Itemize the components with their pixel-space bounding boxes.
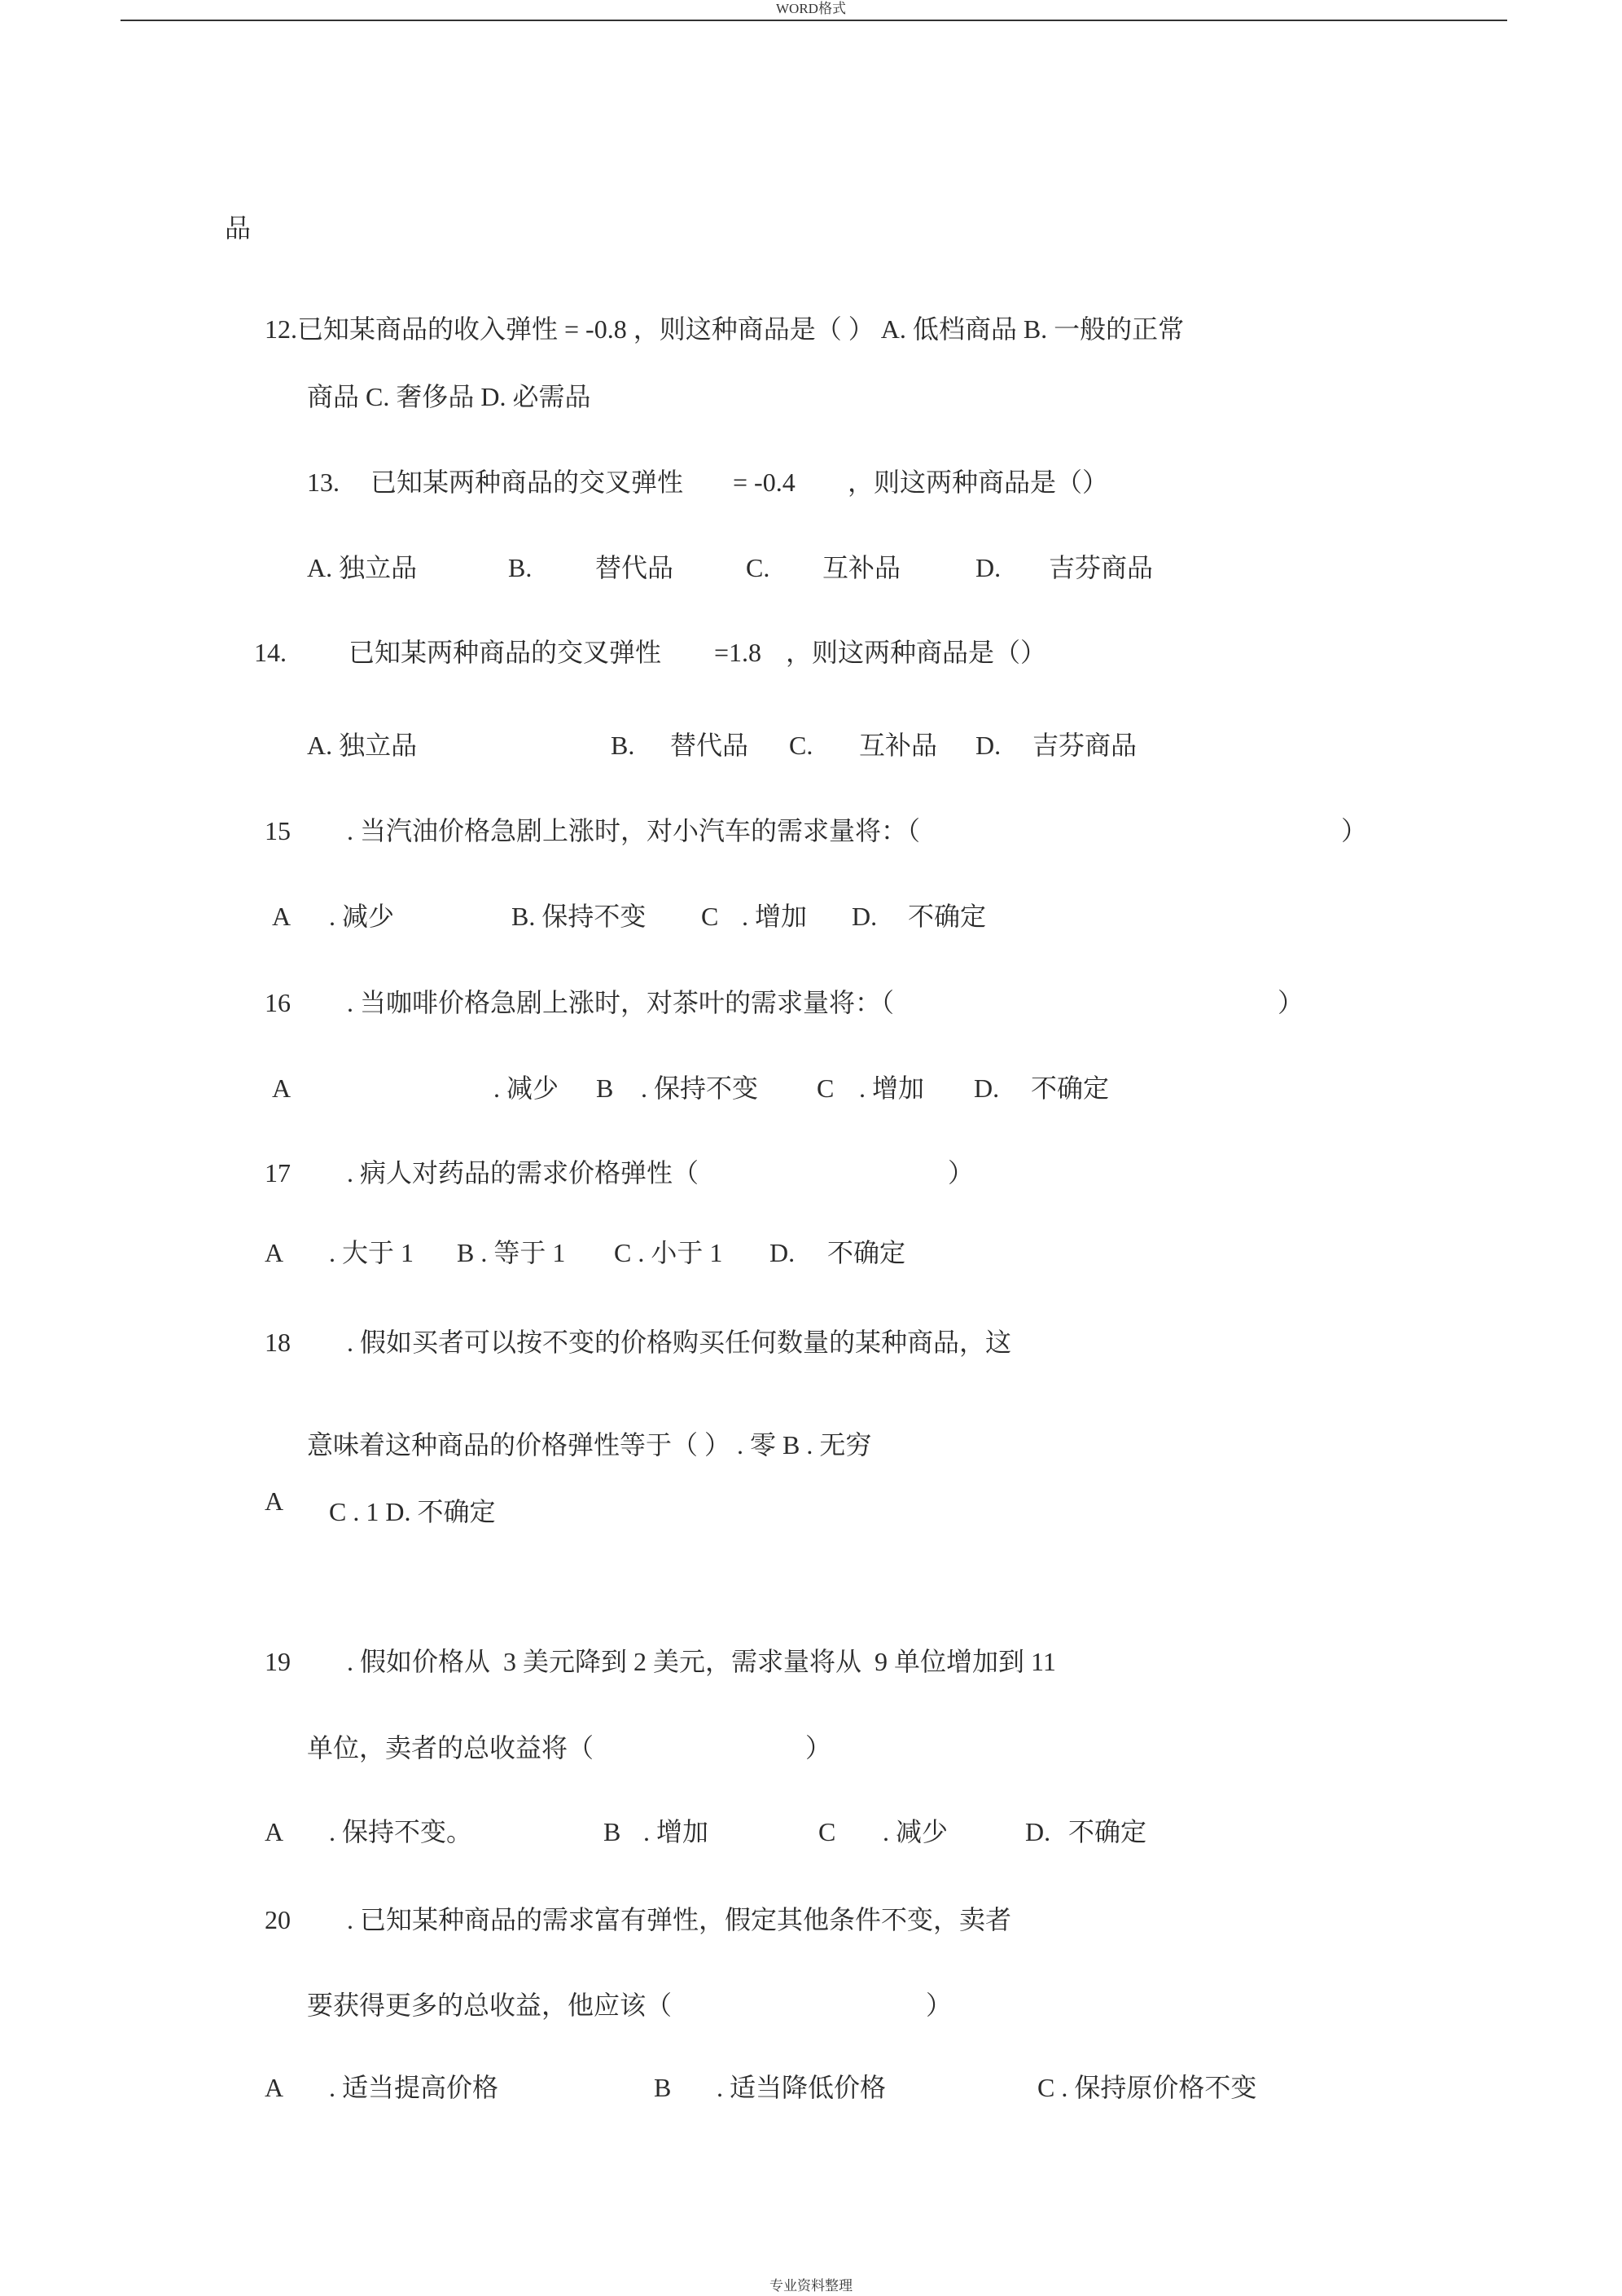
- question-14-option-c-text: 互补品: [859, 731, 938, 760]
- question-20-option-c: C . 保持原价格不变: [1037, 2073, 1257, 2102]
- question-13-option-d-letter: D.: [975, 553, 1002, 582]
- page-footer: 专业资料整理: [769, 2278, 853, 2294]
- question-19-option-d-text: 不确定: [1068, 1817, 1147, 1846]
- question-16-option-b-letter: B: [596, 1073, 614, 1103]
- question-19-option-c-text: . 减少: [883, 1817, 949, 1846]
- question-13-option-a: A. 独立品: [307, 553, 418, 582]
- question-20-closing-paren: ）: [926, 1991, 953, 2020]
- question-14-number: 14.: [254, 638, 287, 667]
- question-18-stem: . 假如买者可以按不变的价格购买任何数量的某种商品，这: [347, 1328, 1012, 1357]
- question-16-option-d-letter: D.: [974, 1073, 1000, 1103]
- carryover-text: 品: [225, 213, 252, 243]
- question-14-tail: ，则这两种商品是（）: [786, 638, 1047, 667]
- question-12-line-2: 商品 C. 奢侈品 D. 必需品: [307, 382, 591, 411]
- question-17-option-a-letter: A: [265, 1238, 284, 1267]
- question-16-option-d-text: 不确定: [1031, 1073, 1110, 1103]
- question-14-option-d-letter: D.: [975, 731, 1002, 760]
- question-14-option-a: A. 独立品: [307, 731, 418, 760]
- question-19-option-a-letter: A: [265, 1817, 284, 1846]
- question-13-option-c-text: 互补品: [822, 553, 901, 582]
- question-14-option-c-letter: C.: [789, 731, 813, 760]
- header-rule: [121, 20, 1507, 21]
- question-15-number: 15: [265, 816, 291, 845]
- question-17-option-d-letter: D.: [769, 1238, 796, 1267]
- question-20-number: 20: [265, 1905, 291, 1934]
- question-13-value: = -0.4: [733, 468, 796, 497]
- question-19-line-2: 单位，卖者的总收益将（: [307, 1733, 594, 1763]
- question-13-option-b-letter: B.: [508, 553, 533, 582]
- question-17-closing-paren: ）: [948, 1158, 975, 1188]
- question-16-closing-paren: ）: [1278, 988, 1304, 1017]
- question-20-stem: . 已知某种商品的需求富有弹性，假定其他条件不变，卖者: [347, 1905, 1012, 1934]
- question-16-option-c-letter: C: [817, 1073, 835, 1103]
- question-15-option-c-text: . 增加: [742, 902, 808, 931]
- question-14-option-d-text: 吉芬商品: [1032, 731, 1138, 760]
- question-13-stem: 已知某两种商品的交叉弹性: [370, 468, 684, 497]
- question-15-option-d-text: 不确定: [908, 902, 987, 931]
- question-17-option-d-text: 不确定: [827, 1238, 906, 1267]
- question-14-value: =1.8: [714, 638, 762, 667]
- question-18-option-a-letter: A: [265, 1486, 284, 1516]
- question-17-number: 17: [265, 1158, 291, 1188]
- question-15-stem: . 当汽油价格急剧上涨时，对小汽车的需求量将：（: [347, 816, 921, 845]
- question-12-line-1: 12.已知某商品的收入弹性 = -0.8 ，则这种商品是（ ） A. 低档商品 B. 一般的正常: [265, 314, 1185, 344]
- question-17-stem: . 病人对药品的需求价格弹性（: [347, 1158, 699, 1188]
- question-16-stem: . 当咖啡价格急剧上涨时，对茶叶的需求量将：（: [347, 988, 895, 1017]
- question-20-option-b-text: . 适当降低价格: [717, 2073, 887, 2102]
- question-20-option-a-text: . 适当提高价格: [329, 2073, 499, 2102]
- question-13-option-d-text: 吉芬商品: [1049, 553, 1154, 582]
- question-19-stem: . 假如价格从 3 美元降到 2 美元，需求量将从 9 单位增加到 11: [347, 1647, 1056, 1676]
- question-15-option-c-letter: C: [701, 902, 719, 931]
- question-16-option-b-text: . 保持不变: [641, 1073, 759, 1103]
- question-14-stem: 已知某两种商品的交叉弹性: [349, 638, 662, 667]
- question-14-option-b-text: 替代品: [670, 731, 749, 760]
- question-19-option-d-letter: D.: [1025, 1817, 1051, 1846]
- question-18-number: 18: [265, 1328, 291, 1357]
- question-13-number: 13.: [307, 468, 340, 497]
- question-17-option-a-text: . 大于 1: [329, 1238, 414, 1267]
- question-18-line-3: C . 1 D. 不确定: [329, 1497, 496, 1526]
- question-19-option-c-letter: C: [818, 1817, 836, 1846]
- question-16-option-a-text: . 减少: [493, 1073, 559, 1103]
- question-19-number: 19: [265, 1647, 291, 1676]
- question-19-closing-paren: ）: [805, 1733, 832, 1763]
- question-16-number: 16: [265, 988, 291, 1017]
- question-15-option-b: B. 保持不变: [511, 902, 647, 931]
- question-16-option-c-text: . 增加: [859, 1073, 925, 1103]
- question-13-option-c-letter: C.: [746, 553, 770, 582]
- question-18-line-2: 意味着这种商品的价格弹性等于（ ） . 零 B . 无穷: [307, 1430, 872, 1460]
- question-17-option-b: B . 等于 1: [457, 1238, 566, 1267]
- question-13-option-b-text: 替代品: [595, 553, 674, 582]
- question-15-option-d-letter: D.: [852, 902, 878, 931]
- question-17-option-c: C . 小于 1: [614, 1238, 723, 1267]
- question-15-option-a-letter: A: [272, 902, 292, 931]
- question-14-option-b-letter: B.: [611, 731, 635, 760]
- question-20-line-2: 要获得更多的总收益，他应该（: [307, 1991, 673, 2020]
- question-19-option-b-letter: B: [603, 1817, 621, 1846]
- question-19-option-a-text: . 保持不变。: [329, 1817, 473, 1846]
- question-13-tail: ，则这两种商品是（）: [848, 468, 1109, 497]
- question-15-option-a-text: . 减少: [329, 902, 395, 931]
- question-20-option-a-letter: A: [265, 2073, 284, 2102]
- question-20-option-b-letter: B: [654, 2073, 672, 2102]
- question-19-option-b-text: . 增加: [643, 1817, 709, 1846]
- question-16-option-a-letter: A: [272, 1073, 292, 1103]
- question-15-closing-paren: ）: [1341, 816, 1368, 845]
- header-title: WORD格式: [776, 1, 846, 16]
